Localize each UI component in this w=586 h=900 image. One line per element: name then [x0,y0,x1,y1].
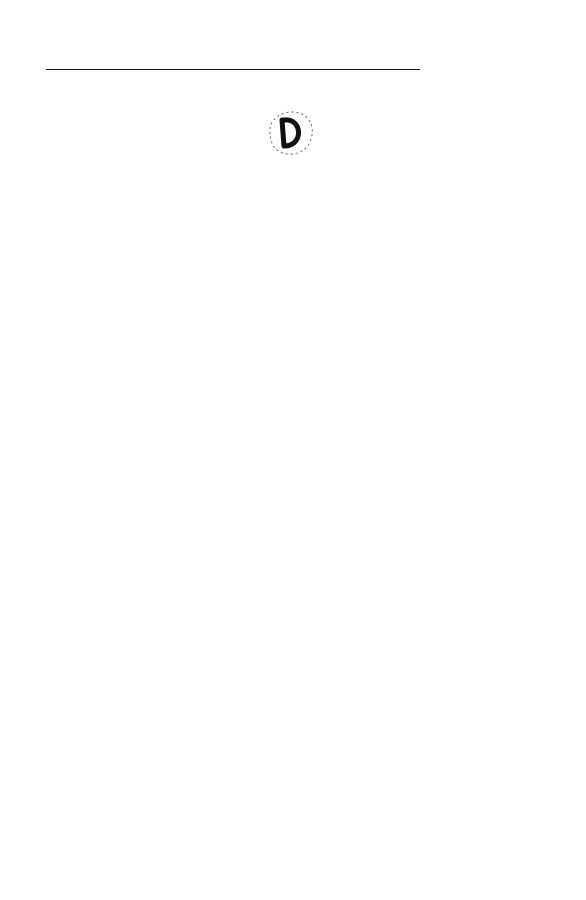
stamp-logo [262,108,318,158]
running-header [6,58,578,78]
header-rule [46,69,420,70]
